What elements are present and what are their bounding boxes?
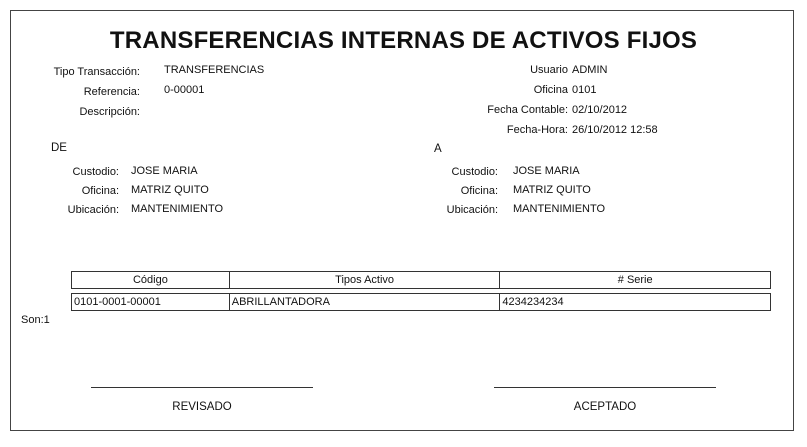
from-oficina-value: MATRIZ QUITO [131,184,209,196]
column-header-tipos-activo: Tipos Activo [229,272,500,289]
assets-table-header [71,271,771,289]
to-oficina-label: Oficina: [460,185,498,197]
tipo-transaccion-value: TRANSFERENCIAS [164,64,265,76]
oficina-label: Oficina [533,84,568,96]
to-custodio-value: JOSE MARIA [513,165,580,177]
usuario-value: ADMIN [572,64,608,76]
to-oficina-value: MATRIZ QUITO [513,184,591,196]
from-custodio-value: JOSE MARIA [131,165,198,177]
fecha-contable-label: Fecha Contable: [487,104,568,116]
usuario-label: Usuario [530,64,568,76]
cell-tipos-activo: ABRILLANTADORA [229,294,500,311]
fecha-contable-value: 02/10/2012 [572,104,628,116]
to-heading: A [434,143,442,155]
report-title: TRANSFERENCIAS INTERNAS DE ACTIVOS FIJOS [109,27,698,54]
from-heading: DE [51,142,67,154]
fecha-hora-label: Fecha-Hora: [506,124,568,136]
aceptado-label: ACEPTADO [573,401,637,413]
to-ubicacion-label: Ubicación: [446,204,498,216]
to-custodio-label: Custodio: [451,166,498,178]
oficina-value: 0101 [572,84,597,96]
table-row [72,294,771,311]
table-header-row [72,272,771,289]
signature-line-right [494,387,716,388]
from-ubicacion-label: Ubicación: [67,204,119,216]
from-custodio-label: Custodio: [72,166,119,178]
revisado-label: REVISADO [172,401,232,413]
from-oficina-label: Oficina: [81,185,119,197]
count-label: Son:1 [21,314,50,326]
signature-line-left [91,387,313,388]
fecha-hora-value: 26/10/2012 12:58 [572,124,658,136]
column-header-codigo: Código [72,272,230,289]
tipo-transaccion-label: Tipo Transacción: [53,66,140,78]
referencia-label: Referencia: [83,86,140,98]
descripcion-label: Descripción: [79,106,140,118]
assets-table-body [71,293,771,311]
cell-serie: 4234234234 [500,294,771,311]
column-header-serie: # Serie [500,272,771,289]
referencia-value: 0-00001 [164,84,205,96]
cell-codigo: 0101-0001-00001 [72,294,230,311]
from-ubicacion-value: MANTENIMIENTO [131,203,224,215]
to-ubicacion-value: MANTENIMIENTO [513,203,606,215]
